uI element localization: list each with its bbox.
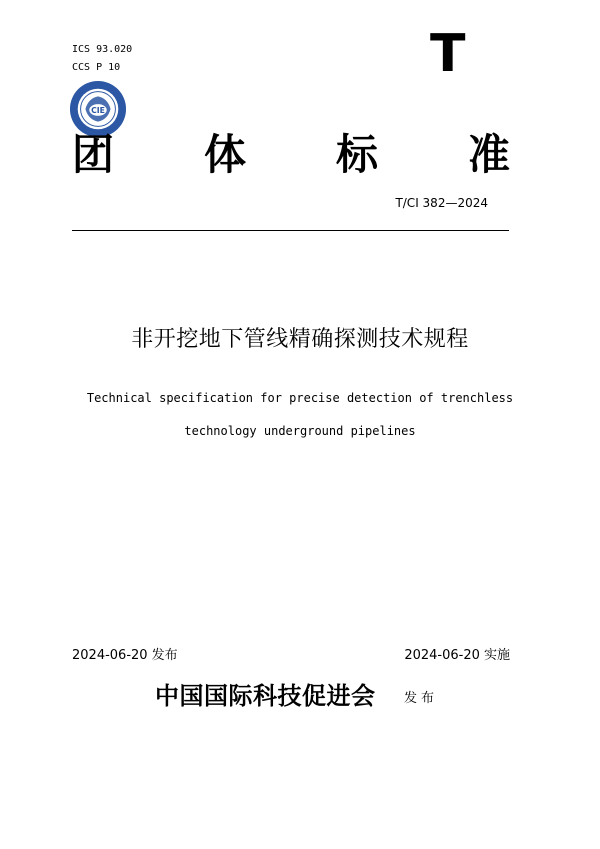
standard-number: T/CI 382—2024 bbox=[395, 196, 488, 210]
header-divider bbox=[72, 230, 509, 231]
title-english-line-2: technology underground pipelines bbox=[184, 424, 416, 438]
standard-type bbox=[72, 130, 510, 180]
issue-date: 2024-06-20 发布 bbox=[72, 648, 178, 663]
standard-type-char: 准 bbox=[467, 130, 510, 179]
standard-type-char: 体 bbox=[203, 130, 246, 179]
title-chinese: 非开挖地下管线精确探测技术规程 bbox=[131, 327, 469, 352]
ccs-code: CCS P 10 bbox=[72, 62, 121, 73]
implementation-date: 2024-06-20 实施 bbox=[404, 648, 510, 663]
category-letter: T bbox=[430, 24, 466, 84]
title-english-line-1: Technical specification for precise detection of trenchless bbox=[86, 391, 514, 405]
publisher-name: 中国国际科技促进会 bbox=[155, 682, 376, 710]
ics-code: ICS 93.020 bbox=[72, 44, 133, 55]
logo-text: CIE bbox=[91, 105, 105, 115]
standard-type-char: 团 bbox=[72, 130, 115, 179]
publish-label: 发布 bbox=[404, 691, 439, 706]
standard-type-char: 标 bbox=[335, 130, 378, 179]
